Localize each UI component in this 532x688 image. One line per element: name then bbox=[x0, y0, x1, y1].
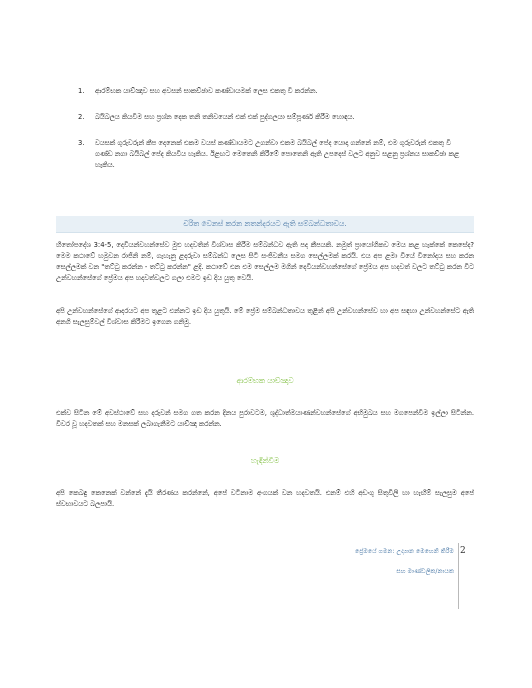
footer-title: ප්‍රේමයේ ගමන: උද්‍යාන මෙහෙනි කිරීම bbox=[355, 548, 454, 555]
section-heading: චරිත වෙනස් කරන නතන්දරයට ඇති සම්බන්ධතාවය. bbox=[183, 219, 347, 228]
footer-divider bbox=[458, 543, 459, 609]
list-text: වයසක් ගුරුවරුන් කීප දෙනෙක් එකම වයස් කණ්ඩායමට උගන්වා එකම බයිබල් පේද යොදා ගන්නේ නම්, එම ගුරුවරුන් එකතු වී ගණ්ඩ නගා බයිබල් පේද කියවිය හැකිය. ඊළඟට මෙතෙනි කිරීමේ පොතෙනි ඇති උපදෙස් වලට අනුව සළනු ප්‍රශ්නය සාකච්ඡා කළ හැකිය. bbox=[95, 139, 460, 169]
section-heading-box bbox=[56, 216, 474, 233]
page-footer bbox=[312, 543, 466, 609]
paragraph-4: අපි කෙබඳු කෙනෙක් වන්නේ දැයි තීරණය කරන්නේ, අපේ වටිනාම අංගයක් වන හදවතයි. එනම් එහි අඩංගු සිතුවිලි හා හැඟීම් සැලසුම අපේ ස්වභාවයට බලපායි. bbox=[56, 489, 474, 508]
list-item bbox=[78, 112, 470, 123]
list-text: බයිබලය කියවීම සහ ප්‍රශ්න දෙක තනි තනිවයෙන් එක් එක් පුද්ගලයා සම්පූර්ණ කිරීම හොඳය. bbox=[95, 113, 355, 121]
section-title-intro: හැඳින්වීම bbox=[250, 456, 280, 465]
paragraph-2: අපි උන්වහන්සේගේ ආදරයට අප තුළට එන්නට ඉඩ දිය යුතුයි. මේ ප්‍රේම සම්බන්ධතාවය තුළින් අපි උන්වහන්සේව හා අප සඳහා උන්වහන්සේට ඇති අනගි සැලසුම්වල් විශ්වාස කිරීමට ඉගෙන ගනිමු. bbox=[56, 307, 474, 326]
paragraph-1: හීතෝපදේශ 3:4-5, දෙවියන්වහන්සේව මුළු හදවතින් විශ්වාස කිරීම සම්බන්ධව ඇති පද කීපයකි. නමුත් ප්‍රායෝගිකව මෙය කළ හැක්කේ කෙසේද? මෙම කථාවේ හමුවන රාජිනි නම්, ගැහැනු ළදරුවා සම්බන්ධ ලෙස සිටි සංජිවනීය සමග සෙල්ලමක් කරයි. එය අප ළමා වියේ විනෝදය සහ කරන සෙල්ලමක් වන "තට්ටු කරන්න - තට්ටු කරන්න" ළදි. කථාවේ එන එම සෙල්ලම මගින් දෙවියන්වහන්සේගේ ප්‍රේමය අප හදවත් වලට තට්ටු කරන විට උන්වහන්සේගේ ප්‍රේමය අප හදවත්වලට ගලා එමට ඉඩ දිය යුතු වෙයි. bbox=[56, 241, 474, 282]
list-item bbox=[78, 138, 470, 171]
footer-subtitle: සහ මාණ්ඩලික/නායක bbox=[396, 568, 454, 575]
list-number: 1. bbox=[78, 87, 85, 95]
list-text: ආරම්භක යාච්ඤාව සහ අවසන් සාකච්ඡාව කණ්ඩායමක් ලෙස එකතු වී කරන්න. bbox=[95, 87, 318, 95]
section-title-prayer: ආරම්භක යාච්ඤාව bbox=[236, 376, 294, 385]
paragraph-3: එක්ව සිටින මේ අවස්ථාවේ සහ දරුවන් සමග ගත කරන දිනය පුරාවටම, ශුද්ධාත්මයාණන්වහන්සේගේ අභිමුඛය සහ මගපෙන්වීම ඉල්ලා සිටින්න. විවර වූ හදවතක් සහ මනසක් ලබාගැනීමට යාච්ඤා කරන්න. bbox=[56, 409, 474, 428]
list-number: 2. bbox=[78, 113, 85, 121]
list-number: 3. bbox=[78, 139, 85, 147]
page-number: 2 bbox=[460, 546, 466, 556]
numbered-list bbox=[78, 86, 470, 186]
list-item bbox=[78, 86, 470, 97]
